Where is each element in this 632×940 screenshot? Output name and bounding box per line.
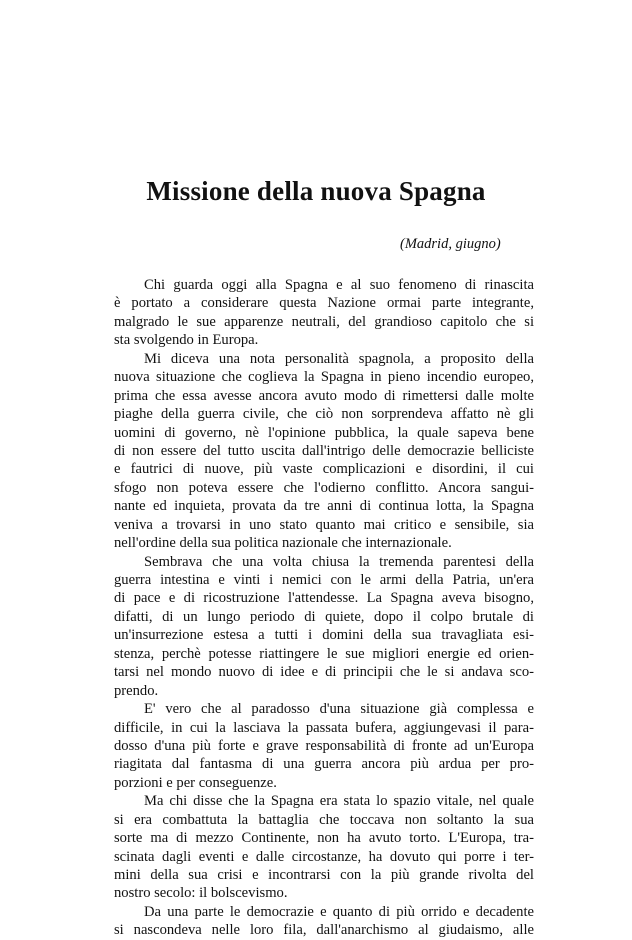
body-line: nostro secolo: il bolscevismo. [114,885,288,902]
body-line: uomini di governo, nè l'opinione pubblica, la quale sapeva bene [114,424,534,441]
body-line: mini della sua crisi e incontrarsi con la più grande rivolta del [114,867,534,883]
article-title: Missione della nuova Spagna [146,176,486,206]
body-line: E' vero che al paradosso d'una situazione già complessa e [144,701,534,718]
body-line: un'insurrezione estesa a tutti i domini della sua travagliata esi- [114,627,534,644]
body-line: difatti, di un lungo periodo di quiete, dopo il colpo brutale di [114,608,534,625]
body-line: prima che essa avesse ancora avuto modo di rimettersi dalle molte [114,387,534,404]
body-line: Sembrava che una volta chiusa la tremenda parentesi della [144,553,534,570]
body-line: Chi guarda oggi alla Spagna e al suo fenomeno di rinascita [144,277,534,293]
body-line: dosso d'una più forte e grave responsabilità di fronte ad un'Europa [114,737,534,754]
body-line: scinata dagli eventi e dalle circostanze, ha dovuto qui porre i ter- [114,848,534,865]
body-line: Ma chi disse che la Spagna era stata lo spazio vitale, nel quale [144,793,534,810]
body-line: e fautrici di nuove, più vaste complicazioni e disordini, il cui [114,461,534,478]
body-line: si era combattuta la battaglia che toccava non soltanto la sua [114,811,534,828]
body-line: Mi diceva una nota personalità spagnola, a proposito della [144,350,534,367]
body-line: malgrado le sue apparenze neutrali, del grandioso capitolo che si [114,313,534,330]
body-line: difficile, in cui la lasciava la passata bufera, aggiungevasi il para- [114,719,534,736]
body-line: veniva a trovarsi in uno stato quanto mai critico e sensibile, sia [114,516,534,533]
body-line: è portato a considerare questa Nazione ormai parte integrante, [114,295,534,312]
body-line: nuova situazione che coglieva la Spagna in pieno incendio europeo, [114,369,534,386]
body-line: porzioni e per conseguenze. [114,774,277,791]
body-line: Da una parte le democrazie e quanto di più orrido e decadente [144,903,534,920]
body-line: nante ed inquieta, provata da tre anni di continua lotta, la Spagna [114,498,534,515]
body-line: sta svolgendo in Europa. [114,332,259,349]
body-line: guerra intestina e vinti i nemici con le armi della Patria, un'era [114,572,534,588]
body-line: si nascondeva nelle loro fila, dall'anarchismo al giudaismo, alle [114,922,534,939]
body-line: piaghe della guerra civile, che ciò non sorprendeva affatto nè gli [114,406,534,423]
body-line: sorte ma di mezzo Continente, non ha avuto torto. L'Europa, tra- [114,830,534,847]
body-line: di non essere del tutto uscita dall'intrigo delle democrazie belliciste [114,442,534,459]
body-line: tarsi nel mondo nuovo di idee e di principii che le si andava sco- [114,664,534,681]
body-line: di pace e di ricostruzione l'attendesse. La Spagna aveva bisogno, [114,590,534,607]
body-line: stenza, perchè potesse riattingere le sue migliori energie ed orien- [114,645,534,662]
body-line: sfogo non poteva essere che l'odierno conflitto. Ancora sangui- [114,479,534,496]
body-line: riagitata dal fantasma di una guerra ancora più ardua per pro- [114,756,534,773]
article-body [114,276,534,940]
article-dateline: (Madrid, giugno) [400,236,501,252]
body-line: prendo. [114,682,159,699]
body-line: nell'ordine della sua politica nazionale che internazionale. [114,535,452,552]
